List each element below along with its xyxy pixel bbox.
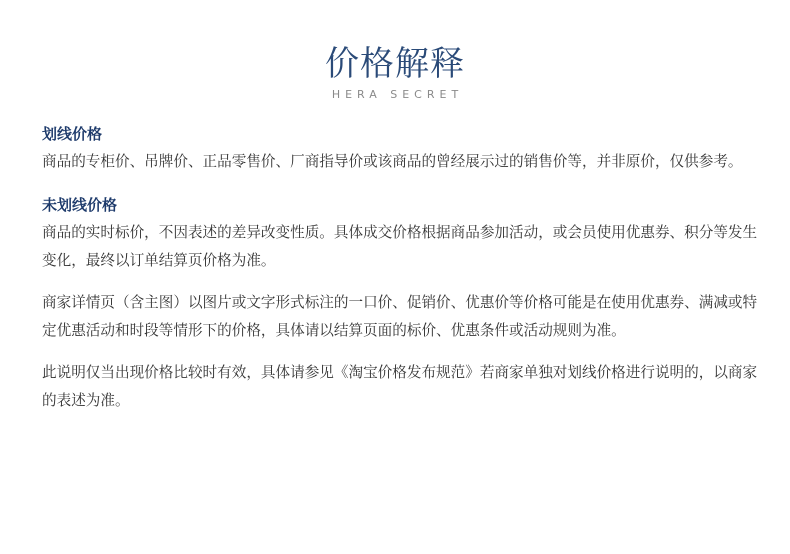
- disclaimer-paragraph: 此说明仅当出现价格比较时有效，具体请参见《淘宝价格发布规范》若商家单独对划线价格进行说明的，以商家的表述为准。: [42, 364, 758, 409]
- price-explanation-content: [42, 123, 758, 415]
- non-strikethrough-price-heading: 未划线价格: [42, 196, 118, 214]
- strikethrough-price-section: [42, 123, 758, 176]
- brand-subtitle: HERA SECRET: [331, 88, 464, 101]
- non-strikethrough-price-section: [42, 194, 758, 275]
- strikethrough-price-heading: 划线价格: [42, 125, 103, 143]
- page-title: 价格解释: [325, 44, 465, 84]
- detail-page-price-paragraph: 商家详情页（含主图）以图片或文字形式标注的一口价、促销价、优惠价等价格可能是在使用优惠券、满减或特定优惠活动和时段等情形下的价格，具体请以结算页面的标价、优惠条件或活动规则为准。: [42, 294, 758, 339]
- non-strikethrough-price-text: 商品的实时标价，不因表述的差异改变性质。具体成交价格根据商品参加活动，或会员使用优惠券、积分等发生变化，最终以订单结算页价格为准。: [42, 224, 758, 269]
- page-header: [0, 42, 790, 102]
- strikethrough-price-text: 商品的专柜价、吊牌价、正品零售价、厂商指导价或该商品的曾经展示过的销售价等，并非原价，仅供参考。: [42, 153, 743, 170]
